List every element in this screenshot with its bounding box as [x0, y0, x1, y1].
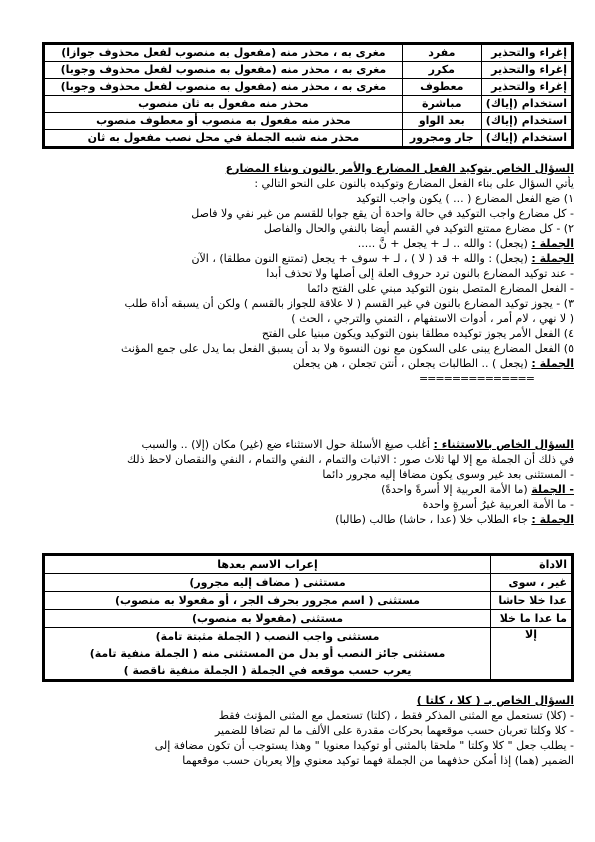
text-line: ٤) الفعل الأمر يجوز توكيده مطلقا بنون التوكيد ويكون مبنيا على الفتح	[261, 327, 574, 340]
parsing-cell: مستثنى (مفعولا به منصوب)	[44, 610, 491, 628]
table-header-row	[44, 555, 573, 574]
section-verb-emphasis	[42, 161, 574, 386]
form-cell: جار ومجرور	[402, 130, 481, 148]
style-cell: استخدام (إياك)	[481, 130, 572, 148]
text-line: - عند توكيد المضارع بالنون ترد حروف العلة إلى أصلها ولا تحذف أبدا	[266, 267, 574, 280]
sentence-label: الجملة :	[531, 357, 574, 370]
parsing-cell: محذر منه مفعول به ثان منصوب	[44, 96, 403, 113]
text-line	[42, 512, 574, 527]
parsing-line: مستثنى واجب النصب ( الجملة مثبتة تامة)	[155, 630, 380, 643]
tool-cell: إلا	[491, 628, 573, 681]
parsing-cell: محذر منه شبه الجملة في محل نصب مفعول به ثان	[44, 130, 403, 148]
header-parsing: إعراب الاسم بعدها	[44, 555, 491, 574]
text-line	[42, 482, 574, 497]
parsing-cell: مستثنى ( مضاف إليه مجرور)	[44, 574, 491, 592]
style-cell: إغراء والتحذير	[481, 44, 572, 62]
form-cell: معطوف	[402, 79, 481, 96]
text-line: - المستثنى بعد غير وسوى يكون مضافا إليه مجرور دائما	[322, 468, 574, 481]
form-cell: مفرد	[402, 44, 481, 62]
section-intro: أغلب صيغ الأسئلة حول الاستثناء ضع (غير) مكان (إلا) .. والسبب	[141, 438, 434, 451]
parsing-cell: مغرى به ، محذر منه (مفعول به منصوب لفعل محذوف وجوبا)	[44, 62, 403, 79]
sentence-text: (يجعل ) .. الطالبات يجعلن ، أنتن تجعلن ، هن يجعلن	[292, 357, 532, 370]
parsing-cell: محذر منه مفعول به منصوب أو معطوف منصوب	[44, 113, 403, 130]
parsing-line: يعرب حسب موقعه في الجملة ( الجملة منفية ناقصة )	[123, 664, 412, 677]
warning-enticement-table	[42, 42, 574, 149]
sentence-label: الجملة :	[531, 252, 574, 265]
text-line	[42, 251, 574, 266]
text-line: - كلا وكلتا تعربان حسب موقعهما بحركات مقدرة على الألف ما لم تضافا للضمير	[214, 724, 574, 737]
table-row	[44, 592, 573, 610]
exception-tools-table	[42, 553, 574, 682]
text-line: ٣) - يجوز توكيد المضارع بالنون في غير القسم ( لا علاقة للجواز بالقسم ) ولكن أن يسبقه أداة طلب	[124, 297, 574, 310]
style-cell: إغراء والتحذير	[481, 79, 572, 96]
section-exception	[42, 437, 574, 527]
form-cell: بعد الواو	[402, 113, 481, 130]
parsing-cell: مستثنى ( اسم مجرور بحرف الجر ، أو مفعولا به منصوب)	[44, 592, 491, 610]
text-line: في ذلك أن الجملة مع إلا لها ثلاث صور : الاثبات والتمام ، النفي والتمام ، النفي والنقصان لاحظ ذلك	[127, 453, 574, 466]
tool-cell: عدا خلا حاشا	[491, 592, 573, 610]
sentence-label: الجملة :	[531, 237, 574, 250]
sentence-text: (يجعل) : والله .. لـ + يجعل + نَّ .....	[357, 237, 532, 250]
table-row	[44, 96, 573, 113]
text-line: ( لا نهي ، لام أمر ، أدوات الاستفهام ، التمني والترجي ، الحث )	[291, 312, 574, 325]
text-line	[42, 236, 574, 251]
style-cell: استخدام (إياك)	[481, 113, 572, 130]
form-cell: مباشرة	[402, 96, 481, 113]
tool-cell: غير ، سوى	[491, 574, 573, 592]
parsing-cell: مغرى به ، محذر منه (مفعول به منصوب لفعل محذوف وجوبا)	[44, 79, 403, 96]
table-row	[44, 628, 573, 681]
table-row	[44, 113, 573, 130]
text-line: ٥) الفعل المضارع يبنى على السكون مع نون النسوة ولا بد أن يسبق الفعل بما يدل على جمع المؤنث	[121, 342, 574, 355]
text-line: ٢) - كل مضارع ممتنع التوكيد في القسم أيضا بالنفي والحال والفاصل	[263, 222, 574, 235]
table-row	[44, 44, 573, 62]
sentence-label: الجملة :	[531, 513, 574, 526]
text-line: - كل مضارع واجب التوكيد في حالة واحدة أن يقع جوابا للقسم من غير نفي ولا فاصل	[191, 207, 574, 220]
parsing-cell: مغرى به ، محذر منه (مفعول به منصوب لفعل محذوف جوازا)	[44, 44, 403, 62]
section-title: السؤال الخاص بـ ( كلا ، كلتا )	[416, 694, 574, 707]
sentence-text: (ما الأمة العربية إلا أسرةً واحدةً)	[381, 483, 532, 496]
style-cell: إغراء والتحذير	[481, 62, 572, 79]
sentence-text: جاء الطلاب خلا (عدا ، حاشا) طالب (طالبا)	[335, 513, 532, 526]
text-line: يأتي السؤال على بناء الفعل المضارع وتوكيده بالنون على النحو التالي :	[254, 177, 574, 190]
sentence-label: - الجملة	[531, 483, 574, 496]
section-title: السؤال الخاص بالاستثناء :	[433, 438, 574, 451]
parsing-line: مستثنى جائز النصب أو بدل من المستثنى منه ( الجملة منفية تامة)	[89, 647, 446, 660]
tool-cell: ما عدا ما خلا	[491, 610, 573, 628]
style-cell: استخدام (إياك)	[481, 96, 572, 113]
table-row	[44, 79, 573, 96]
text-line	[42, 437, 574, 452]
form-cell: مكرر	[402, 62, 481, 79]
table-row	[44, 574, 573, 592]
text-line: ١) ضع الفعل المضارع ( ... ) يكون واجب التوكيد	[356, 192, 574, 205]
table-row	[44, 130, 573, 148]
text-line	[42, 356, 574, 371]
section-title: السؤال الخاص بتوكيد الفعل المضارع والأمر بالنون وبناء المضارع	[225, 162, 574, 175]
sentence-text: (يجعل) : والله + قد ( لا ) ، لـ + سوف + يجعل (تمتنع النون مطلقا) ، الآن	[191, 252, 532, 265]
parsing-cell	[44, 628, 491, 681]
section-kila-kilta	[42, 693, 574, 768]
text-line: - يطلب جعل " كلا وكلتا " ملحقا بالمثنى أو توكيدا معنويا " وهذا يستوجب أن تكون مضافة إلى	[154, 739, 574, 752]
text-line: - الفعل المضارع المتصل بنون التوكيد مبني على الفتح دائما	[307, 282, 574, 295]
table-row	[44, 610, 573, 628]
header-tool: الاداة	[491, 555, 573, 574]
table-row	[44, 62, 573, 79]
separator: ==============	[418, 372, 534, 385]
text-line: - (كلا) تستعمل مع المثنى المذكر فقط ، (كلتا) تستعمل مع المثنى المؤنث فقط	[218, 709, 574, 722]
text-line: - ما الأمة العربية غيرُ أسرةٍ واحدة	[422, 498, 574, 511]
text-line: الضمير (هما) إذا أمكن حذفهما من الجملة فهما توكيد معنوي وإلا يعربان حسب موقعهما	[182, 754, 574, 767]
